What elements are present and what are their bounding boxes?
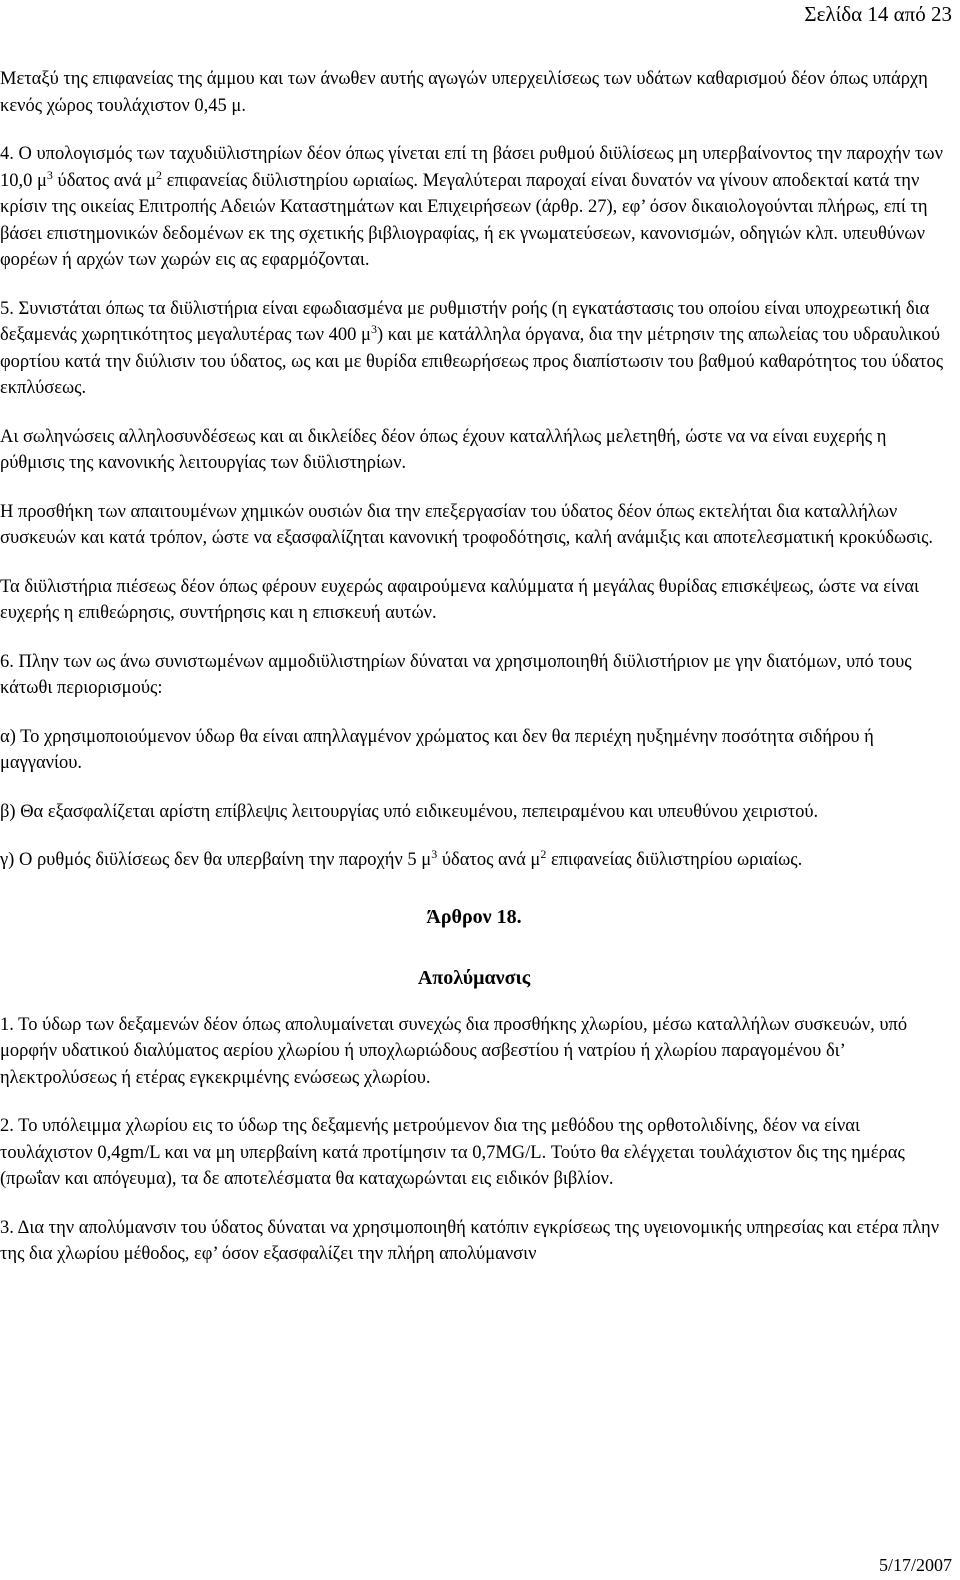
paragraph-disinfection-3: 3. Δια την απολύμανσιν του ύδατος δύναται να χρησιμοποιηθή κατόπιν εγκρίσεως της υγειονομικής υπηρεσίας και ετέρα πλην της δια χλωρίου μέθοδος, εφ’ όσον εξασφαλίζει την πλήρη απολύμανσιν (0, 1217, 940, 1264)
paragraph-disinfection-2: 2. Το υπόλειμμα χλωρίου εις το ύδωρ της δεξαμενής μετρούμενον δια της μεθόδου της ορθοτολιδίνης, δέον να είναι τουλάχιστον 0,4gm/L και να μη υπερβαίνη κατά προτίμησιν τα 0,7MG/L. Τούτο θα ελέγχεται τουλάχιστον δις της ημέρας (πρωΐαν και απόγευμα), τα δε αποτελέσματα θα καταχωρώνται εις ειδικόν βιβλίον. (0, 1116, 905, 1189)
paragraph-flow-regulator: 5. Συνιστάται όπως τα διϋλιστήρια είναι εφωδιασμένα με ρυθμιστήν ροής (η εγκατάστασις του οποίου είναι υποχρεωτική δια δεξαμενάς χωρητικότητος μεγαλυτέρας των 400 $\mu^3$) και με κατάλληλα όργανα, δια την μέτρησιν της απωλείας του υδραυλικού φορτίου κατά την διύλισιν του ύδατος, ως και με θυρίδα επιθεωρήσεως προς διαπίστωσιν του βαθμού καθαρότητος του ύδατος εκπλύσεως. (0, 298, 944, 398)
page-number-header: Σελίδα 14 από 23 (804, 2, 952, 26)
paragraph-condition-b: β) Θα εξασφαλίζεται αρίστη επίβλεψις λειτουργίας υπό ειδικευμένου, πεπειραμένου και υπευθύνου χειριστού. (0, 801, 819, 822)
paragraph-sand-gap: Μεταξύ της επιφανείας της άμμου και των άνωθεν αυτής αγωγών υπερχειλίσεως των υδάτων καθαρισμού δέον όπως υπάρχη κενός χώρος τουλάχιστον 0,45 μ. (0, 69, 928, 116)
paragraph-disinfection-1: 1. Το ύδωρ των δεξαμενών δέον όπως απολυμαίνεται συνεχώς δια προσθήκης χλωρίου, μέσω καταλλήλων συσκευών, υπό μορφήν υδατικού διαλύματος αερίου χλωρίου ή υποχλωριώδους ασβεστίου ή νατρίου ή χλωρίου παραγομένου δι’ ηλεκτρολύσεως ή ετέρας εγκεκριμένης ενώσεως χλωρίου. (0, 1014, 908, 1088)
paragraph-chemical-addition: Η προσθήκη των απαιτουμένων χημικών ουσιών δια την επεξεργασίαν του ύδατος δέον όπως εκτελήται δια καταλλήλων συσκευών και κατά τρόπον, ώστε να εξασφαλίζηται κανονική τροφοδότησις, καλή ανάμιξις και αποτελεσματική κροκύδωσις. (0, 501, 934, 548)
article-number-heading: Άρθρον 18. (426, 905, 522, 928)
paragraph-pressure-filters: Τα διϋλιστήρια πιέσεως δέον όπως φέρουν ευχερώς αφαιρούμενα καλύμματα ή μεγάλας θυρίδας επισκέψεως, ώστε να είναι ευχερής η επιθεώρησις, συντήρησις και η επισκευή αυτών. (0, 576, 920, 623)
paragraph-condition-c: γ) Ο ρυθμός διϋλίσεως δεν θα υπερβαίνη την παροχήν 5 $\mu^3$ ύδατος ανά $\mu^2$ επιφανείας διϋλιστηρίου ωριαίως. (0, 847, 803, 870)
paragraph-piping-valves: Αι σωληνώσεις αλληλοσυνδέσεως και αι δικλείδες δέον όπως έχουν καταλλήλως μελετηθή, ώστε να να είναι ευχερής η ρύθμισις της κανονικής λειτουργίας των διϋλιστηρίων. (0, 426, 887, 473)
document-body (0, 66, 948, 1290)
date-footer: 5/17/2007 (878, 1555, 952, 1575)
paragraph-condition-a: α) Το χρησιμοποιούμενον ύδωρ θα είναι απηλλαγμένον χρώματος και δεν θα περιέχη ηυξημένην ποσότητα σιδήρου ή μαγγανίου. (0, 726, 874, 773)
paragraph-rapid-filter-calculation: 4. Ο υπολογισμός των ταχυδιϋλιστηρίων δέον όπως γίνεται επί τη βάσει ρυθμού διϋλίσεως μη υπερβαίνοντος την παροχήν των 10,0 $\mu^3$ ύδατος ανά $\mu^2$ επιφανείας διϋλιστηρίου ωριαίως. Μεγαλύτεραι παροχαί είναι δυνατόν να γίνουν αποδεκταί κατά την κρίσιν της οικείας Επιτροπής Αδειών Καταστημάτων και Επιχειρήσεων (άρθρ. 27), εφ’ όσον δικαιολογούνται πλήρως, επί τη βάσει επιστημονικών δεδομένων εκ της σχετικής βιβλιογραφίας, ή εκ γνωματεύσεων, κανονισμών, οδηγιών κλπ. υπευθύνων φορέων ή αρχών των χωρών εις ας εφαρμόζονται. (0, 144, 943, 270)
paragraph-diatomaceous-filter: 6. Πλην των ως άνω συνιστωμένων αμμοδιϋλιστηρίων δύναται να χρησιμοποιηθή διϋλιστήριον με γην διατόμων, υπό τους κάτωθι περιορισμούς: (0, 651, 912, 698)
article-title-heading: Απολύμανσις (417, 966, 531, 989)
